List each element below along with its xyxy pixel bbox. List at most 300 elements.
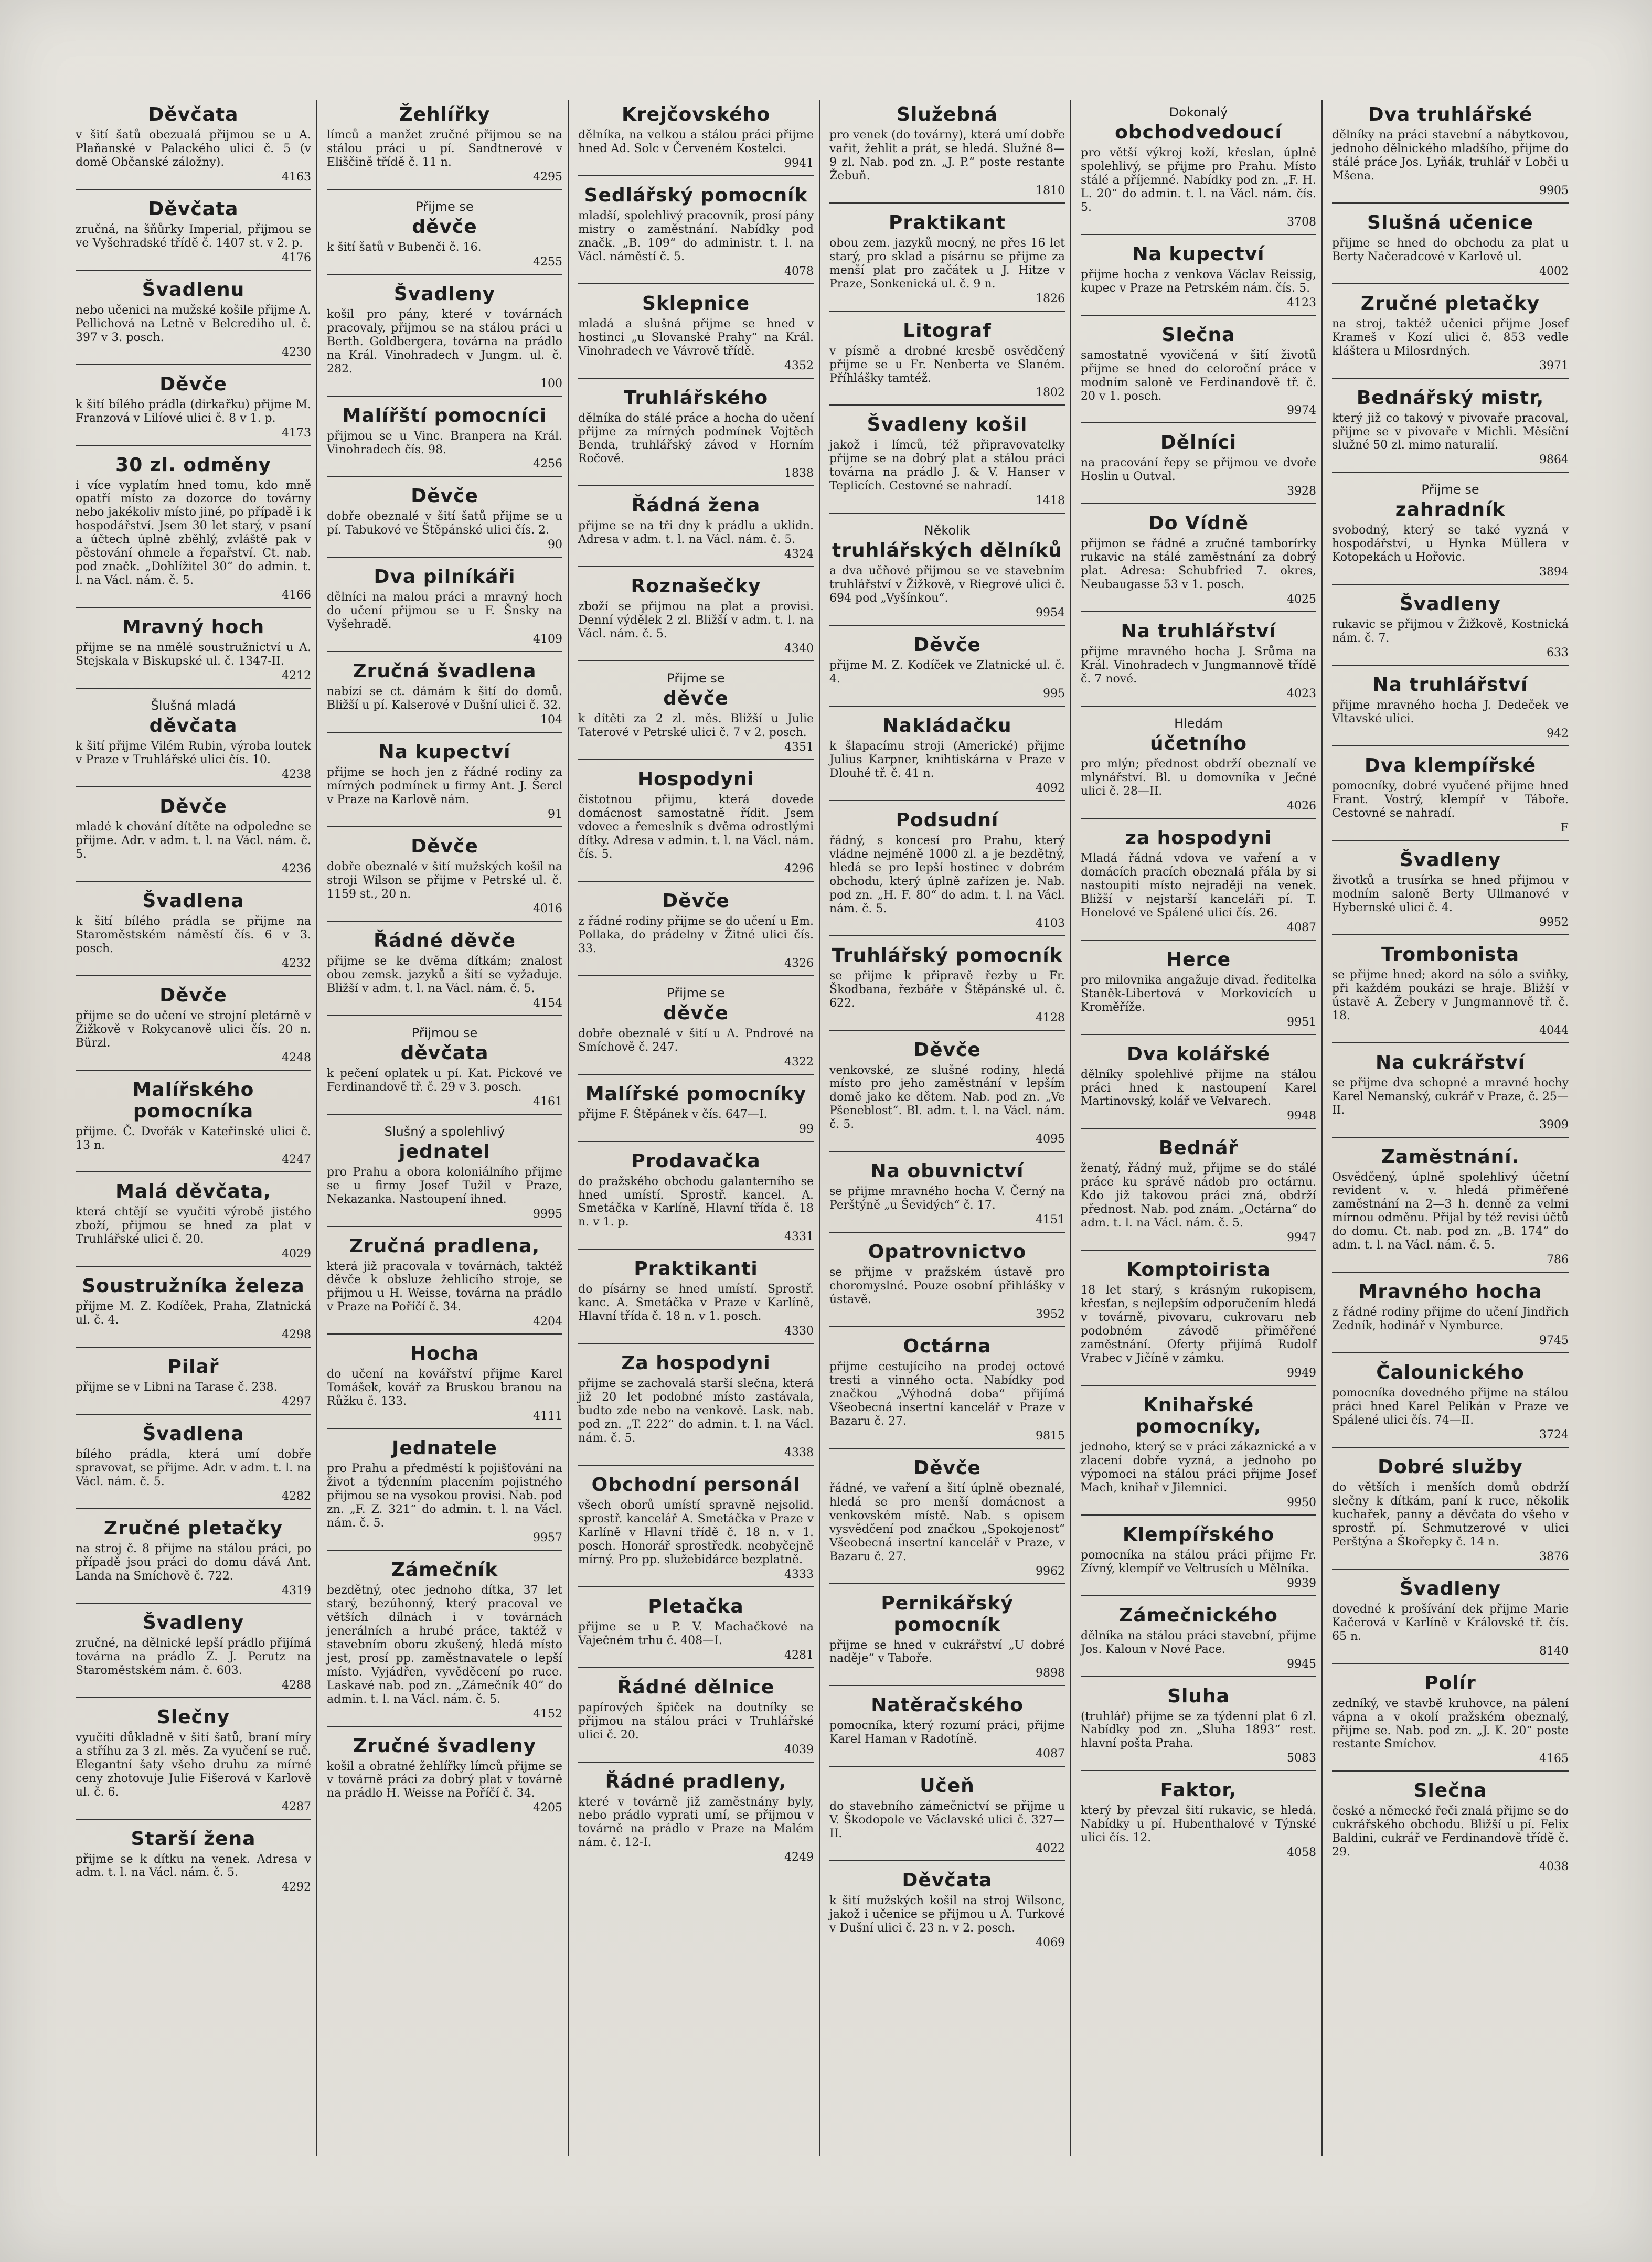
ad-number: 3928 (1287, 485, 1316, 498)
ad-number: 3724 (1539, 1428, 1569, 1442)
classified-ad (327, 1731, 562, 1820)
ad-body: pomocníka na stálou práci přijme Fr. Zívný, klempíř ve Veltrusích u Mělníka. (1081, 1548, 1316, 1575)
classified-ad (76, 1513, 311, 1604)
classified-ad (1081, 239, 1316, 316)
ad-number: 9939 (1287, 1576, 1316, 1590)
classified-ad (1081, 1255, 1316, 1386)
ad-number: 9941 (784, 156, 814, 170)
ad-body: přijme hocha z venkova Václav Reissig, kupec v Praze na Petrském nám. čís. 5. (1081, 268, 1316, 295)
ad-body: zručné, na dělnické lepší prádlo přijímá továrna na prádlo Z. J. Perutz na Staroměstském nám. č. 603. (76, 1636, 311, 1677)
classified-ad (76, 792, 311, 882)
ad-body: zedníký, ve stavbě kruhovce, na pálení vápna a v okolí pražském obeznalý, přijme se. Nab. pod zn. „J. K. 20“ poste restante Smíchov. (1332, 1696, 1569, 1751)
classified-ad (1332, 477, 1569, 585)
ad-heading: účetního (1150, 733, 1247, 755)
classified-ad (578, 1767, 814, 1870)
ad-heading: Dva truhlářské (1368, 104, 1533, 125)
ad-heading: Zručná pradlena, (349, 1235, 540, 1257)
classified-ad (578, 1146, 814, 1250)
classified-ad (1332, 383, 1569, 473)
ad-body: přijme M. Z. Kodíček, Praha, Zlatnická ul. č. 4. (76, 1300, 311, 1327)
ad-heading: Zručné švadleny (353, 1735, 537, 1757)
classified-ad (1081, 1775, 1316, 1864)
ad-heading: Obchodní personál (591, 1474, 801, 1496)
ad-heading: Malířské pomocníky (585, 1083, 807, 1105)
ad-number: 4340 (784, 642, 814, 656)
classified-ad (327, 926, 562, 1016)
ad-number: 9945 (1287, 1657, 1316, 1671)
classified-ad (327, 481, 562, 558)
ad-heading: Praktikant (889, 211, 1006, 233)
ad-number: 4248 (282, 1051, 311, 1064)
classified-ad (76, 886, 311, 976)
ad-heading: Zámečnického (1119, 1604, 1278, 1626)
classified-ad (829, 1771, 1065, 1861)
ad-heading: Děvčata (902, 1870, 993, 1892)
ad-number: 4111 (533, 1410, 562, 1423)
ad-body: i více vyplatím hned tomu, kdo mně opatří místo za dozorce do továrny nebo jakékoliv místo jiné, po případě i k hospodářství. Jsem 30 let starý, v psaní a účtech úplně zběhlý, zvláště pak v pěstování ohmele a řepařství. Ct. nab. pod značk. „Dohlížitel 30“ do admin. t. l. na Václ. nám. č. 5. (76, 478, 311, 588)
ad-number: 4282 (282, 1490, 311, 1503)
ad-number: 3876 (1539, 1550, 1569, 1563)
classified-ad (829, 1453, 1065, 1584)
ad-number: 9962 (1036, 1564, 1065, 1578)
ad-body: svobodný, který se také vyzná v hospodářství, u Hynka Müllera v Kotopekách u Hořovic. (1332, 524, 1569, 564)
classified-ad (76, 1419, 311, 1509)
ad-body: do větších i menších domů obdrží slečny k dítkám, paní k ruce, několik kuchařek, panny a děvčata do všeho v sprostř. pí. Schmutzerové v ulici Perštýna a Škořepky č. 14 n. (1332, 1480, 1569, 1549)
ad-number: 4296 (784, 862, 814, 876)
classified-ad (1332, 1668, 1569, 1772)
classified-ad (76, 1352, 311, 1415)
ad-body: dělníky spolehlivé přijme na stálou práci hned k nastoupení Karel Martinovský, kolář ve Velvarech. (1081, 1068, 1316, 1108)
ad-number: 4351 (784, 741, 814, 754)
ad-body: 18 let starý, s krásným rukopisem, křesťan, s nejlepším odporučením hledá v továrně, pivovaru, cukrovaru neb podobném závodě přiměřené zaměstnání. Oferty přijímá Rudolf Vrabec v Jičíně v zámku. (1081, 1284, 1316, 1365)
ad-body: mladá a slušná přijme se hned v hostinci „u Slovanské Prahy“ na Král. Vinohradech ve Vávrově třídě. (578, 317, 814, 358)
ad-heading: Pernikářský pomocník (881, 1592, 1014, 1636)
ad-number: 3909 (1539, 1118, 1569, 1132)
classified-ad (1081, 100, 1316, 235)
ad-heading: Dva kolářské (1126, 1043, 1271, 1065)
ad-heading: truhlářských dělníků (832, 540, 1062, 562)
ad-body: límců a manžet zručné přijmou se na stálou práci u pí. Sandtnerové v Eliščině třídě č. 11 n. (327, 129, 562, 169)
classified-ad (1332, 845, 1569, 935)
ad-number: 9815 (1036, 1429, 1065, 1443)
ad-heading: Truhlářský pomocník (832, 944, 1063, 966)
ad-number: 4352 (784, 359, 814, 372)
ad-heading: Nakládačku (882, 715, 1012, 737)
classified-ad (327, 1433, 562, 1551)
ad-body: v písmě a drobné kresbě osvědčený přijme se u Fr. Nenberta ve Slaném. Příhlášky tamtéž. (829, 344, 1065, 385)
classified-ad (327, 562, 562, 652)
ad-number: 4212 (282, 669, 311, 683)
ad-number: 4029 (282, 1247, 311, 1261)
ad-number: 9905 (1539, 184, 1569, 197)
ad-number: 4330 (784, 1325, 814, 1338)
classified-ad (1081, 508, 1316, 612)
ad-heading: Zaměstnání. (1381, 1146, 1520, 1168)
classified-ad (1332, 589, 1569, 666)
ad-heading: Děvče (913, 634, 981, 656)
ad-heading: Starší žena (131, 1828, 256, 1850)
ad-number: 4161 (533, 1095, 562, 1108)
ad-heading: Švadlenu (142, 279, 245, 301)
ad-number: 4166 (282, 589, 311, 602)
ad-body: nebo učenici na mužské košile přijme A. Pellichová na Letně v Belcrediho ul. č. 397 v 3. posch. (76, 303, 311, 344)
ad-number: 4165 (1539, 1752, 1569, 1766)
ad-number: 9948 (1287, 1109, 1316, 1123)
ad-heading: Faktor, (1160, 1779, 1237, 1801)
ad-number: 4058 (1287, 1846, 1316, 1860)
ad-body: přijme se zachovalá starší slečna, která již 20 let podobné místo zastávala, budto zde nebo na venkově. Lask. nab. pod zn. „T. 222“ do admin. t. l. na Václ. nám. č. 5. (578, 1377, 814, 1445)
ad-heading: Děvče (411, 485, 478, 507)
classified-ad (829, 1865, 1065, 1955)
ad-heading: Dobré služby (1378, 1456, 1523, 1478)
ad-number: F (1560, 821, 1569, 835)
ad-number: 4324 (784, 548, 814, 561)
ad-number: 4092 (1036, 781, 1065, 795)
ad-body: přijme M. Z. Kodíček ve Zlatnické ul. č. 4. (829, 659, 1065, 686)
ad-body: dobře obeznalé v šití u A. Pndrové na Smíchově č. 247. (578, 1027, 814, 1054)
ad-heading: Švadlena (142, 1423, 244, 1445)
classified-ad (1081, 1520, 1316, 1596)
ad-heading: Dva pilníkáři (374, 566, 516, 588)
ad-body: přijme. Č. Dvořák v Kateřinské ulici č. 13 n. (76, 1125, 311, 1152)
ad-heading: Mravný hoch (122, 616, 265, 638)
ad-number: 4151 (1036, 1213, 1065, 1227)
ad-body: dobře obeznalé v šití mužských košil na stroji Wilson se přijme v Petrské ul. č. 1159 st., 20 n. (327, 860, 562, 901)
classified-ad (829, 208, 1065, 312)
ad-heading: Bednář (1158, 1137, 1239, 1159)
ad-heading: Řádné dělnice (617, 1676, 775, 1698)
ad-heading: děvčata (149, 715, 238, 737)
ad-number: 4298 (282, 1328, 311, 1342)
ad-number: 4281 (784, 1648, 814, 1662)
ad-heading: Zručné pletačky (1360, 292, 1540, 314)
ad-body: se přijme mravného hocha V. Černý na Perštýně „u Ševidých“ č. 17. (829, 1185, 1065, 1212)
ad-body: na stroj, taktéž učenici přijme Josef Krameš v Kozí ulici č. 853 vedle kláštera u Milosrdných. (1332, 317, 1569, 358)
classified-ad (1081, 1133, 1316, 1251)
classified-ad (1332, 208, 1569, 284)
ad-body: v šití šatů obezualá přijmou se u A. Plaňanské v Palackého ulici č. 5 (v domě Občanské záložny). (76, 129, 311, 169)
ad-body: dělníka do stálé práce a hocha do učení přijme za mírných podmínek Vojtěch Benda, truhlářský závod v Horním Ročově. (578, 411, 814, 466)
ad-body: k šití bílého prádla (dirkařku) přijme M. Franzová v Lilíové ulici č. 8 v 1. p. (76, 398, 311, 425)
classified-ad (578, 1079, 814, 1142)
ad-heading: Služebná (897, 104, 998, 125)
classified-ad (76, 1608, 311, 1698)
ad-number: 9951 (1287, 1015, 1316, 1029)
ad-number: 3952 (1036, 1308, 1065, 1321)
ad-heading: Na truhlářství (1121, 621, 1276, 643)
classified-ad (327, 401, 562, 477)
ad-body: všech oborů umístí spravně nejsolid. sprostř. kancelář A. Smetáčka v Praze v Karlíně v Hlavní třídě č. 18 n. v 1. posch. Honorář sprostředk. neobyčejně mírný. Pro pp. služebidárce bezplatně. (578, 1498, 814, 1566)
ad-number: 1418 (1036, 494, 1065, 508)
classified-ad (76, 1075, 311, 1173)
classified-ad (829, 630, 1065, 707)
ad-heading: Na kupectví (378, 741, 511, 763)
ad-number: 4087 (1036, 1747, 1065, 1761)
ad-heading: Švadleny (1399, 1577, 1501, 1599)
ad-heading: Děvče (411, 836, 478, 858)
ad-number: 1838 (784, 467, 814, 481)
ad-kicker: Šlušná mladá (151, 698, 236, 713)
classified-ad (829, 316, 1065, 406)
ad-kicker: Hledám (1174, 716, 1223, 731)
ad-body: který již co takový v pivovaře pracoval, přijme se v pivovaře v Michli. Měsíční služné 50 zl. mimo naturalií. (1332, 411, 1569, 452)
ad-heading: Řádná žena (631, 495, 761, 517)
ad-heading: Děvče (662, 890, 730, 912)
ad-number: 4078 (784, 264, 814, 278)
ad-heading: Malířského pomocníka (132, 1079, 254, 1122)
ad-body: zboží se přijmou na plat a provisi. Denní výdělek 2 zl. Bližší v adm. t. l. na Václ. nám. č. 5. (578, 600, 814, 641)
ad-heading: Natěračského (871, 1694, 1024, 1716)
ad-heading: Dva klempířské (1364, 755, 1537, 777)
ad-heading: Opatrovnictvo (868, 1241, 1027, 1263)
ad-number: 4205 (533, 1801, 562, 1815)
ad-heading: Zámečník (391, 1559, 498, 1581)
ad-number: 9898 (1036, 1667, 1065, 1680)
classified-ad (578, 100, 814, 176)
ad-body: do písárny se hned umístí. Sprostř. kanc. A. Smetáčka v Praze v Karlíně, Hlavní třída č. 18 n. v 1. posch. (578, 1283, 814, 1324)
ad-number: 4095 (1036, 1133, 1065, 1146)
ad-number: 99 (799, 1122, 814, 1136)
classified-ad (1081, 1039, 1316, 1129)
ad-heading: Bednářský mistr, (1356, 387, 1544, 409)
ad-body: přijme se do učení ve strojní pletárně v Žižkově v Rokycanově ulici čís. 20 n. Bürzl. (76, 1009, 311, 1050)
classified-ad (1332, 1358, 1569, 1448)
ad-heading: Švadleny (142, 1612, 244, 1634)
classified-ad (1332, 289, 1569, 379)
ad-number: 4322 (784, 1055, 814, 1069)
ad-heading: Švadleny (1399, 849, 1501, 871)
classified-ad (578, 1348, 814, 1466)
ad-number: 90 (548, 538, 562, 552)
ad-heading: Zručné pletačky (103, 1518, 283, 1540)
ad-heading: Sklepnice (642, 292, 750, 314)
ad-number: 4319 (282, 1584, 311, 1597)
ad-number: 3971 (1539, 359, 1569, 372)
ad-heading: děvčata (400, 1042, 489, 1064)
classified-ad (829, 518, 1065, 626)
column-6 (1330, 100, 1574, 2156)
classified-ad (327, 1339, 562, 1429)
classified-ad (76, 194, 311, 271)
ad-body: obou zem. jazyků mocný, ne přes 16 let starý, pro sklad a písárnu se přijme za menší plat pro začátek u J. Hitze v Praze, Sonkenická ul. č. 9 n. (829, 236, 1065, 291)
classified-ad (76, 1702, 311, 1820)
classified-ad (76, 1824, 311, 1900)
ad-body: pro Prahu a obora koloniálního přijme se u firmy Josef Tužil v Praze, Nekazanka. Nastoupení ihned. (327, 1165, 562, 1206)
ad-number: 3894 (1539, 566, 1569, 579)
ad-heading: Na truhlářství (1372, 674, 1528, 696)
ad-number: 4238 (282, 767, 311, 781)
ad-body: dělníka na stálou práci stavební, přijme Jos. Kaloun v Nové Pace. (1081, 1629, 1316, 1656)
ad-heading: Děvče (159, 795, 227, 817)
ad-heading: obchodvedoucí (1115, 122, 1282, 143)
ad-heading: Hospodyni (637, 769, 754, 791)
ad-body: z řádné rodiny přijme do učení Jindřich Zedník, hodinář v Nymburce. (1332, 1306, 1569, 1333)
column-5 (1079, 100, 1323, 2156)
classified-ad (76, 369, 311, 446)
classified-ad (829, 1690, 1065, 1767)
ad-body: papírových špiček na doutníky se přijmou na stálou práci v Truhlářské ulici č. 20. (578, 1701, 814, 1742)
ad-heading: Litograf (903, 319, 992, 342)
ad-body: košil pro pány, které v továrnách pracovaly, přijmou se na stálou práci u Berth. Goldbergera, továrna na prádlo na Král. Vinohradech v Jungm. ul. č. 282. (327, 307, 562, 376)
ad-body: dobře obeznalé v šití šatů přijme se u pí. Tabukové ve Štěpánské ulici čís. 2. (327, 510, 562, 537)
ad-body: k šití přijme Vilém Rubin, výroba loutek v Praze v Truhlářské ulici čís. 10. (76, 740, 311, 767)
classified-ad (1332, 1574, 1569, 1664)
ad-heading: Děvče (159, 373, 227, 395)
classified-ad (1081, 711, 1316, 819)
ad-body: se přijme k připravě řezby u Fr. Škodbana, řezbáře v Štěpánské ul. č. 622. (829, 969, 1065, 1010)
classified-ad (1081, 823, 1316, 941)
ad-number: 9954 (1036, 606, 1065, 620)
ad-body: přijme se hned do obchodu za plat u Berty Načeradcové v Karlově ul. (1332, 236, 1569, 263)
ad-heading: Zručná švadlena (353, 660, 537, 682)
ad-number: 4123 (1287, 296, 1316, 310)
ad-body: k dítěti za 2 zl. měs. Bližší u Julie Taterové v Petrské ulici č. 7 v 2. posch. (578, 712, 814, 740)
ad-number: 4026 (1287, 799, 1316, 813)
ad-heading: Slečna (1161, 324, 1235, 346)
ad-number: 9947 (1287, 1231, 1316, 1245)
ad-body: přijme F. Štěpánek v čís. 647—I. (578, 1107, 768, 1121)
ad-heading: Děvče (913, 1457, 981, 1479)
ad-number: 3708 (1287, 215, 1316, 229)
ad-body: z řádné rodiny přijme se do učení u Em. Pollaka, do prádelny v Žitné ulici čís. 33. (578, 914, 814, 955)
classified-ad (829, 1588, 1065, 1687)
ad-body: mladé k chování dítěte na odpoledne se přijme. Adr. v adm. t. l. na Václ. nám. č. 5. (76, 820, 311, 861)
ad-body: dělníka, na velkou a stálou práci přijme hned Ad. Solc v Červeném Kostelci. (578, 129, 814, 155)
ad-body: přijme mravného hocha J. Dedeček ve Vltavské ulici. (1332, 699, 1569, 726)
ad-heading: Knihařské pomocníky, (1135, 1394, 1262, 1437)
ad-body: ženatý, řádný muž, přijme se do stálé práce ku správě nádob pro octárnu. Kdo již takovou práci zná, obdrží přednost. Nab. pod znám. „Octárna“ do adm. t. l. na Václ. nám. č. 5. (1081, 1162, 1316, 1230)
ad-heading: Švadleny (393, 283, 496, 305)
ad-body: do pražského obchodu galanterního se hned umístí. Sprostř. kancel. A. Smetáčka v Karlíně, Hlavní třída č. 18 n. v 1. p. (578, 1175, 814, 1229)
ad-number: 4109 (533, 633, 562, 646)
ad-body: Mladá řádná vdova ve vaření a v domácích pracích obeznalá přála by si nastoupiti místo nejraději na venek. Bližší v nejstarší kanceláři pí. T. Honelové ve Spálené ulici čís. 26. (1081, 851, 1316, 920)
ad-body: čistotnou přijmu, která dovede domácnost samostatně řídit. Jsem vdovec a řemeslník s dvěma odrostlými dítky. Adresa v admin. t. l. na Václ. nám. čís. 5. (578, 793, 814, 861)
classified-ad (327, 1020, 562, 1115)
classified-ad (829, 805, 1065, 936)
classified-ad (1332, 1452, 1569, 1570)
classified-ad (327, 1231, 562, 1335)
classified-ad (578, 886, 814, 976)
ad-heading: Soustružníka železa (82, 1275, 305, 1297)
classified-ad (1332, 940, 1569, 1043)
classified-ad (1081, 1390, 1316, 1516)
ad-body: přijme se hned v cukrářství „U dobré naděje“ v Taboře. (829, 1638, 1065, 1666)
ad-heading: Čalounického (1376, 1362, 1525, 1384)
ad-body: venkovské, ze slušné rodiny, hledá místo pro jeho zaměstnání v lepším domě jako ke dětem. Nab. pod zn. „Ve Pšeneblost“. Bl. adm. t. l. na Václ. nám. č. 5. (829, 1063, 1065, 1132)
ad-body: které v továrně již zaměstnány byly, nebo prádlo vyprati umí, se přijmou v továrně na prádlo v Praze na Malém nám. č. 12-I. (578, 1795, 814, 1850)
ad-body: k pečení oplatek u pí. Kat. Pickové ve Ferdinandově tř. č. 29 v 3. posch. (327, 1066, 562, 1094)
ad-heading: děvče (663, 688, 729, 710)
classified-ad (76, 450, 311, 609)
classified-ad (76, 1271, 311, 1348)
classified-ad (1081, 320, 1316, 424)
ad-body: přijme se na nmělé soustružnictví u A. Stejskala v Biskupské ul. č. 1347-II. (76, 641, 311, 668)
classified-ad (1081, 1601, 1316, 1677)
ad-body: pomocníka, který rozumí práci, přijme Karel Haman v Radotíně. (829, 1719, 1065, 1746)
ad-number: 4087 (1287, 921, 1316, 934)
classified-ad (829, 1156, 1065, 1233)
ad-number: 4023 (1287, 687, 1316, 701)
ad-heading: Pilař (167, 1356, 219, 1378)
ad-number: 4154 (533, 996, 562, 1010)
ad-body: která chtějí se vyučiti výrobě jistého zboží, přijmou se hned za plat v Truhlářské ulici č. 20. (76, 1205, 311, 1246)
ad-body: která již pracovala v továrnách, taktéž děvče k obsluze žehlicího stroje, se přijmou u H. Weisse, továrna na prádlo v Praze na Poříčí č. 34. (327, 1260, 562, 1314)
ad-number: 1810 (1036, 184, 1065, 197)
ad-number: 4295 (533, 170, 562, 184)
classified-columns (73, 100, 1574, 2156)
classified-ad (578, 1470, 814, 1587)
ad-body: dělníky na práci stavební a nábytkovou, jednoho dělnického mladšího, přijme do stálé práce Jos. Lyňák, truhlář v Lobči u Mšena. (1332, 129, 1569, 183)
classified-ad (76, 612, 311, 689)
ad-heading: Na obuvnictví (870, 1160, 1024, 1182)
ad-body: české a německé řeči znalá přijme se do cukrářského obchodu. Bližší u pí. Felix Baldini, cukrář ve Ferdinandově třídě č. 29. (1332, 1805, 1569, 1859)
classified-ad (578, 666, 814, 760)
ad-heading: Podsudní (896, 809, 999, 831)
ad-number: 4069 (1036, 1936, 1065, 1950)
classified-ad (327, 656, 562, 733)
ad-body: přijme se ke dvěma dítkám; znalost obou zemsk. jazyků a šití se vyžaduje. Bližší v adm. t. l. na Václ. nám. č. 5. (327, 954, 562, 995)
ad-number: 995 (1043, 687, 1065, 701)
ad-heading: Řádné děvče (374, 930, 516, 952)
classified-ad (829, 711, 1065, 801)
ad-number: 9974 (1287, 404, 1316, 418)
ad-body: samostatně vyovičená v šití životů přijme se hned do celoroční práce v modním saloně ve Ferdinandově tř. č. 20 v 1. posch. (1081, 348, 1316, 403)
ad-number: 942 (1547, 727, 1569, 741)
ad-heading: Hocha (410, 1343, 479, 1365)
ad-number: 4338 (784, 1446, 814, 1459)
ad-heading: jednatel (399, 1140, 491, 1162)
ad-heading: Roznašečky (631, 575, 761, 597)
ad-kicker: Dokonalý (1169, 105, 1228, 120)
classified-ad (76, 1177, 311, 1267)
ad-kicker: Přijme se (667, 671, 725, 686)
column-4 (827, 100, 1071, 2156)
column-1 (73, 100, 317, 2156)
ad-body: pro mlýn; přednost obdrží obeznalí ve mlynářství. Bl. u domovníka v Ječné ulici č. 28—II. (1081, 757, 1316, 798)
ad-kicker: Přijme se (667, 985, 725, 1000)
ad-heading: Na cukrářství (1375, 1051, 1526, 1073)
classified-ad (829, 1331, 1065, 1449)
ad-heading: děvče (663, 1002, 729, 1024)
ad-heading: Učeň (920, 1775, 975, 1797)
ad-number: 100 (540, 377, 562, 390)
ad-number: 1826 (1036, 292, 1065, 305)
ad-body: životků a trusírka se hned přijmou v modním saloně Berty Ullmanové v Hybernské ulici č. 4. (1332, 873, 1569, 914)
ad-number: 4247 (282, 1153, 311, 1167)
ad-body: přijmou se u Vinc. Branpera na Král. Vinohradech čís. 98. (327, 429, 562, 456)
ad-number: 4016 (533, 902, 562, 915)
ad-number: 104 (540, 713, 562, 727)
ad-body: řádný, s koncesí pro Prahu, který vládne nejméně 1000 zl. a je bezdětný, hledá se pro lepší hostinec v dobrém obchodu, který úplně zařízen je. Nab. pod zn. „H. F. 80“ do adm. t. l. na Václ. nám. č. 5. (829, 834, 1065, 915)
ad-body: jakož i límců, též připravovatelky přijme se na dobrý plat a stálou práci továrna na prádlo J. & V. Hanser v Teplicích. Cestovné se nahradí. (829, 439, 1065, 493)
ad-body: zručná, na šňůrky Imperial, přijmou se ve Vyšehradské třídě č. 1407 st. v 2. p. (76, 222, 311, 250)
ad-heading: zahradník (1395, 499, 1506, 521)
ad-number: 4025 (1287, 593, 1316, 606)
ad-body: pro venek (do továrny), která umí dobře vařit, žehlit a prát, se hledá. Služné 8—9 zl. Nab. pod zn. „J. P.“ poste restante Žebuň. (829, 129, 1065, 183)
ad-body: a dva učňové přijmou se ve stavebním truhlářství v Žižkově, v Riegrové ulici č. 694 pod „Vyšínkou“. (829, 564, 1065, 605)
ad-number: 91 (548, 808, 562, 821)
ad-heading: Jednatele (392, 1437, 497, 1459)
ad-number: 4255 (533, 255, 562, 269)
ad-kicker: Přijme se (415, 199, 474, 214)
ad-heading: Do Vídně (1148, 513, 1249, 535)
ad-heading: Mravného hocha (1358, 1281, 1542, 1303)
ad-heading: Komptoirista (1126, 1259, 1271, 1281)
ad-heading: Dělníci (1160, 432, 1237, 454)
ad-body: na pracování řepy se přijmou ve dvoře Hoslin u Outval. (1081, 456, 1316, 484)
ad-body: pro větší výkroj koží, křeslan, úplně spolehlivý, se přijme pro Prahu. Místo stálé a příjemné. Nabídky pod zn. „F. H. L. 20“ do admin. t. l. na Václ. nám. čís. 5. (1081, 146, 1316, 214)
ad-body: se přijme v pražském ústavě pro choromyslné. Pouze osobní přihlášky v ústavě. (829, 1266, 1065, 1307)
